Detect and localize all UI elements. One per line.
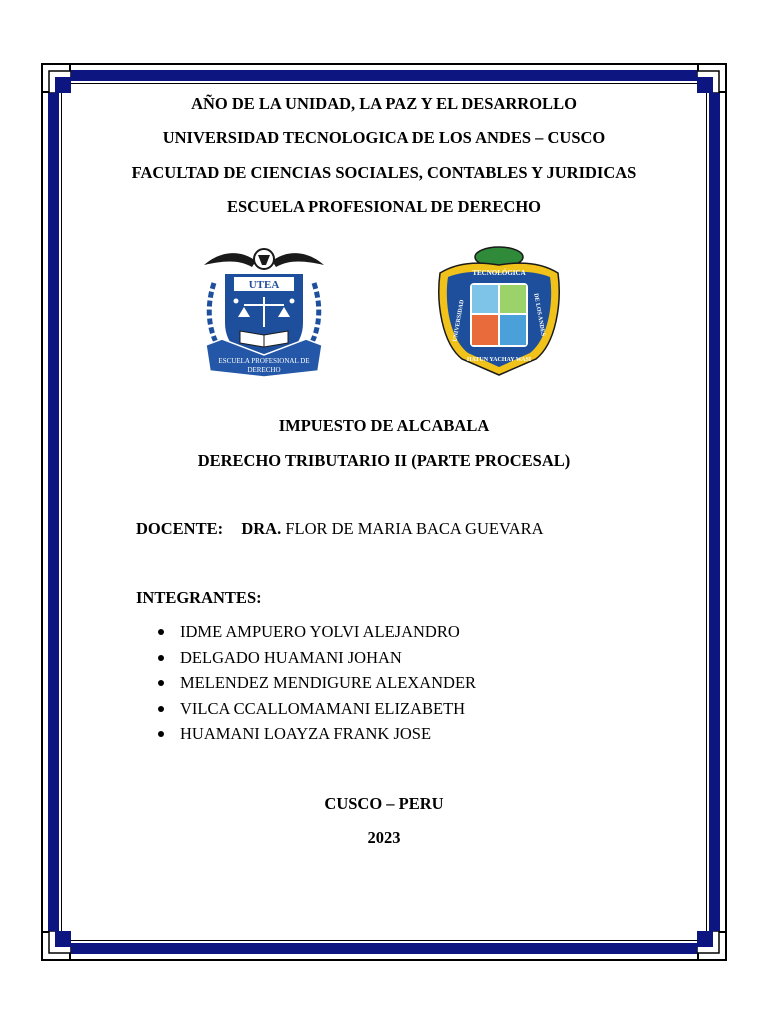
member-name: VILCA CCALLOMAMANI ELIZABETH [180,698,466,718]
crest-right-top-text: TECNOLÓGICA [472,269,526,277]
footer-place: CUSCO – PERU [324,794,444,813]
members-list [156,622,476,750]
bullet-icon [158,731,164,737]
corner-ornament-bottom-right-icon [697,931,727,961]
corner-ornament-top-left-icon [41,63,71,93]
course-title: DERECHO TRIBUTARIO II (PARTE PROCESAL) [197,451,571,470]
docente-name: FLOR DE MARIA BACA GUEVARA [285,519,544,538]
crest-left-ribbon-text: ESCUELA PROFESIONAL DE [218,357,310,365]
list-item [156,648,476,674]
integrantes-label: INTEGRANTES: [136,588,262,607]
footer-year: 2023 [367,828,401,847]
header-year-motto: AÑO DE LA UNIDAD, LA PAZ Y EL DESARROLLO [191,94,577,113]
crest-right-left-text: UNIVERSIDAD [452,299,466,343]
crest-right-right-text: DE LOS ANDES [532,292,546,337]
member-name: IDME AMPUERO YOLVI ALEJANDRO [180,622,460,641]
list-item [156,699,476,725]
header-university: UNIVERSIDAD TECNOLOGICA DE LOS ANDES – CUSCO [162,128,606,147]
member-name: MELENDEZ MENDIGURE ALEXANDER [180,673,477,693]
corner-ornament-top-right-icon [697,63,727,93]
bullet-icon [158,655,164,661]
corner-ornament-bottom-left-icon [41,931,71,961]
bullet-icon [158,706,164,712]
member-name: HUAMANI LOAYZA FRANK JOSE [180,724,432,744]
list-item [156,724,476,750]
header-faculty: FACULTAD DE CIENCIAS SOCIALES, CONTABLES Y JURIDICAS [131,163,637,182]
crest-left-top-text: UTEA [248,279,280,291]
docente-prefix: DRA. [241,519,282,538]
member-name: DELGADO HUAMANI JOHAN [180,647,402,667]
university-crest-icon [432,243,566,381]
bullet-icon [158,680,164,686]
docente-label: DOCENTE: [136,519,224,538]
list-item [156,673,476,699]
crest-right-bottom-text: HATUN YACHAY WASI [466,357,532,363]
header-school: ESCUELA PROFESIONAL DE DERECHO [226,197,542,216]
crest-left-ribbon-text-2: DERECHO [247,366,281,374]
docente-line [136,519,544,539]
document-title: IMPUESTO DE ALCABALA [278,416,490,435]
list-item [156,622,476,648]
law-school-crest-icon [200,243,328,379]
bullet-icon [158,629,164,635]
